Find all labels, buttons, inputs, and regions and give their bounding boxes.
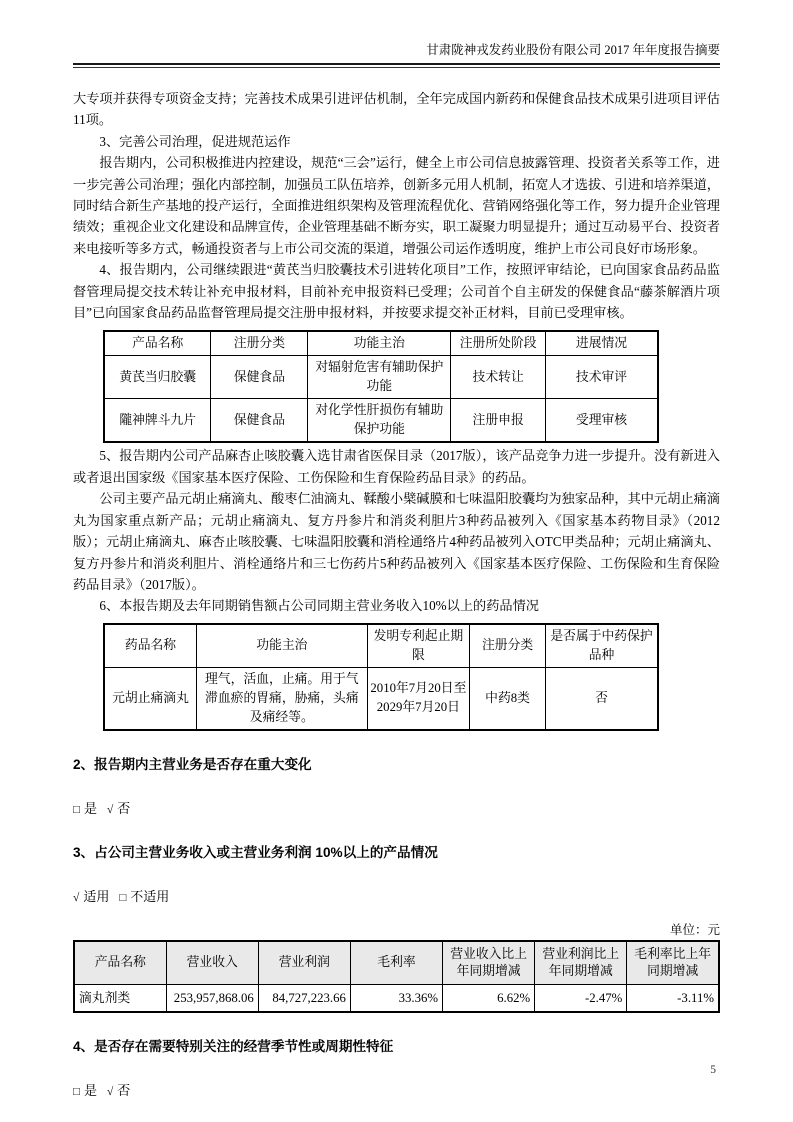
table-cell: 对化学性肝损伤有辅助保护功能	[308, 399, 451, 443]
checkmark-icon: √	[73, 891, 80, 904]
table-cell: -3.11%	[627, 984, 719, 1012]
table-cell: 滴丸剂类	[74, 984, 166, 1012]
table-cell: 2010年7月20日至2029年7月20日	[367, 667, 469, 730]
table-header-cell: 是否属于中药保护品种	[546, 624, 658, 668]
table-cell: 保健食品	[211, 399, 308, 443]
table-header-cell: 营业利润	[258, 941, 350, 985]
page-number: 5	[710, 1064, 716, 1076]
checkbox-empty-icon: □	[73, 1085, 80, 1098]
option-label-applicable: 适用	[83, 888, 110, 904]
table-row	[104, 667, 658, 730]
table-header-cell: 产品名称	[74, 941, 166, 985]
table-header-cell: 功能主治	[308, 331, 451, 356]
paragraph-continuation: 大专项并获得专项资金支持；完善技术成果引进评估机制，全年完成国内新药和保健食品技术成果引进项目评估11项。	[73, 91, 720, 128]
table-header-cell: 产品名称	[104, 331, 211, 356]
section2-answer	[73, 800, 720, 819]
table-row	[104, 399, 658, 443]
checkmark-icon: √	[106, 1085, 114, 1098]
drug-sales-table	[103, 623, 659, 731]
item5-paragraph: 5、报告期内公司产品麻杏止咳胶囊入选甘肃省医保目录（2017版），该产品竞争力进一步提升。没有新进入或者退出国家级《国家基本医疗保险、工伤保险和生育保险药品目录》的药品。	[73, 448, 720, 485]
table-header-cell: 注册分类	[211, 331, 308, 356]
table-cell: 33.36%	[350, 984, 442, 1012]
item3-paragraph: 报告期内，公司积极推进内控建设，规范“三会”运行，健全上市公司信息披露管理、投资者关系等工作，进一步完善公司治理；强化内部控制，加强员工队伍培养，创新多元用人机制，拓宽人才选拔、引进和培养渠道，同时结合新生产基地的投产运行，全面推进组织架构及管理流程优化、营销网络强化等工作，努力提升企业管理绩效；重视企业文化建设和品牌宣传，企业管理基础不断夯实，职工凝聚力明显提升；通过互动易平台、投资者来电接听等多方式，畅通投资者与上市公司交流的渠道，增强公司运作透明度，维护上市公司良好市场形象。	[73, 155, 720, 256]
section3-answer	[73, 888, 720, 907]
table-row	[74, 984, 719, 1012]
checkbox-empty-icon: □	[119, 891, 127, 904]
table-cell: 注册申报	[451, 399, 546, 443]
section2-heading: 2、报告期内主营业务是否存在重大变化	[73, 756, 312, 772]
table-row	[104, 356, 658, 399]
table-header-cell: 营业利润比上年同期增减	[535, 941, 627, 985]
option-label-no: 否	[117, 1082, 131, 1098]
table-header-cell: 药品名称	[104, 624, 197, 668]
item4-paragraph: 4、报告期内，公司继续跟进“黄芪当归胶囊技术引进转化项目”工作，按照评审结论，已向国家食品药品监督管理局提交技术转让补充申报材料，目前补充申报资料已受理；公司首个自主研发的保健食品“藤茶解酒片项目”已向国家食品药品监督管理局提交注册申报材料，并按要求提交补正材料，目前已受理审核。	[73, 262, 720, 321]
table-cell: 84,727,223.66	[258, 984, 350, 1012]
table-cell: 保健食品	[211, 356, 308, 399]
table-cell: 受理审核	[546, 399, 659, 443]
table-cell: 253,957,868.06	[166, 984, 258, 1012]
table-header-cell: 毛利率比上年同期增减	[627, 941, 719, 985]
table-cell: 黄芪当归胶囊	[104, 356, 211, 399]
section3-heading: 3、占公司主营业务收入或主营业务利润 10%以上的产品情况	[73, 844, 438, 860]
table-cell: 理气，活血，止痛。用于气滞血瘀的胃痛，胁痛，头痛及痛经等。	[197, 667, 368, 730]
option-label-no: 否	[117, 800, 131, 816]
table-cell: 元胡止痛滴丸	[104, 667, 197, 730]
section4-answer	[73, 1082, 720, 1101]
table-cell: 中药8类	[470, 667, 546, 730]
table-cell: -2.47%	[535, 984, 627, 1012]
table-header-cell: 功能主治	[197, 624, 368, 668]
option-label-yes: 是	[83, 1082, 97, 1098]
table-header-cell: 毛利率	[350, 941, 442, 985]
table-header-row	[104, 331, 658, 356]
unit-label: 单位：元	[669, 922, 720, 937]
table-header-cell: 注册分类	[470, 624, 546, 668]
section4-heading: 4、是否存在需要特别关注的经营季节性或周期性特征	[73, 1038, 394, 1054]
checkbox-empty-icon: □	[73, 803, 80, 816]
revenue-table	[73, 940, 720, 1013]
table-cell: 6.62%	[443, 984, 535, 1012]
table-header-cell: 进展情况	[546, 331, 659, 356]
table-cell: 对辐射危害有辅助保护功能	[308, 356, 451, 399]
header-divider	[73, 63, 720, 68]
table-cell: 技术转让	[451, 356, 546, 399]
checkmark-icon: √	[106, 803, 114, 816]
table-header-cell: 营业收入比上年同期增减	[443, 941, 535, 985]
table-header-cell: 发明专利起止期限	[367, 624, 469, 668]
table-cell: 否	[546, 667, 658, 730]
item6-heading: 6、本报告期及去年同期销售额占公司同期主营业务收入10%以上的药品情况	[99, 598, 539, 614]
item3-heading: 3、完善公司治理，促进规范运作	[99, 133, 291, 149]
table-cell: 技术审评	[546, 356, 659, 399]
option-label-not-applicable: 不适用	[130, 888, 170, 904]
running-header-title: 甘肃陇神戎发药业股份有限公司 2017 年年度报告摘要	[426, 43, 720, 57]
table-header-cell: 注册所处阶段	[451, 331, 546, 356]
table-header-row	[74, 941, 719, 985]
table-cell: 隴神牌斗九片	[104, 399, 211, 443]
main-products-paragraph: 公司主要产品元胡止痛滴丸、酸枣仁油滴丸、鞣酸小檗碱膜和七味温阳胶囊均为独家品种，其中元胡止痛滴丸为国家重点新产品；元胡止痛滴丸、复方丹参片和消炎利胆片3种药品被列入《国家基本药物目录》（2012版）；元胡止痛滴丸、麻杏止咳胶囊、七味温阳胶囊和消栓通络片4种药品被列入OTC甲类品种；元胡止痛滴丸、复方丹参片和消炎利胆片、消栓通络片和三七伤药片5种药品被列入《国家基本医疗保险、工伤保险和生育保险药品目录》（2017版）。	[73, 491, 720, 592]
option-label-yes: 是	[83, 800, 97, 816]
table-header-cell: 营业收入	[166, 941, 258, 985]
registration-progress-table	[103, 330, 659, 443]
table-header-row	[104, 624, 658, 668]
